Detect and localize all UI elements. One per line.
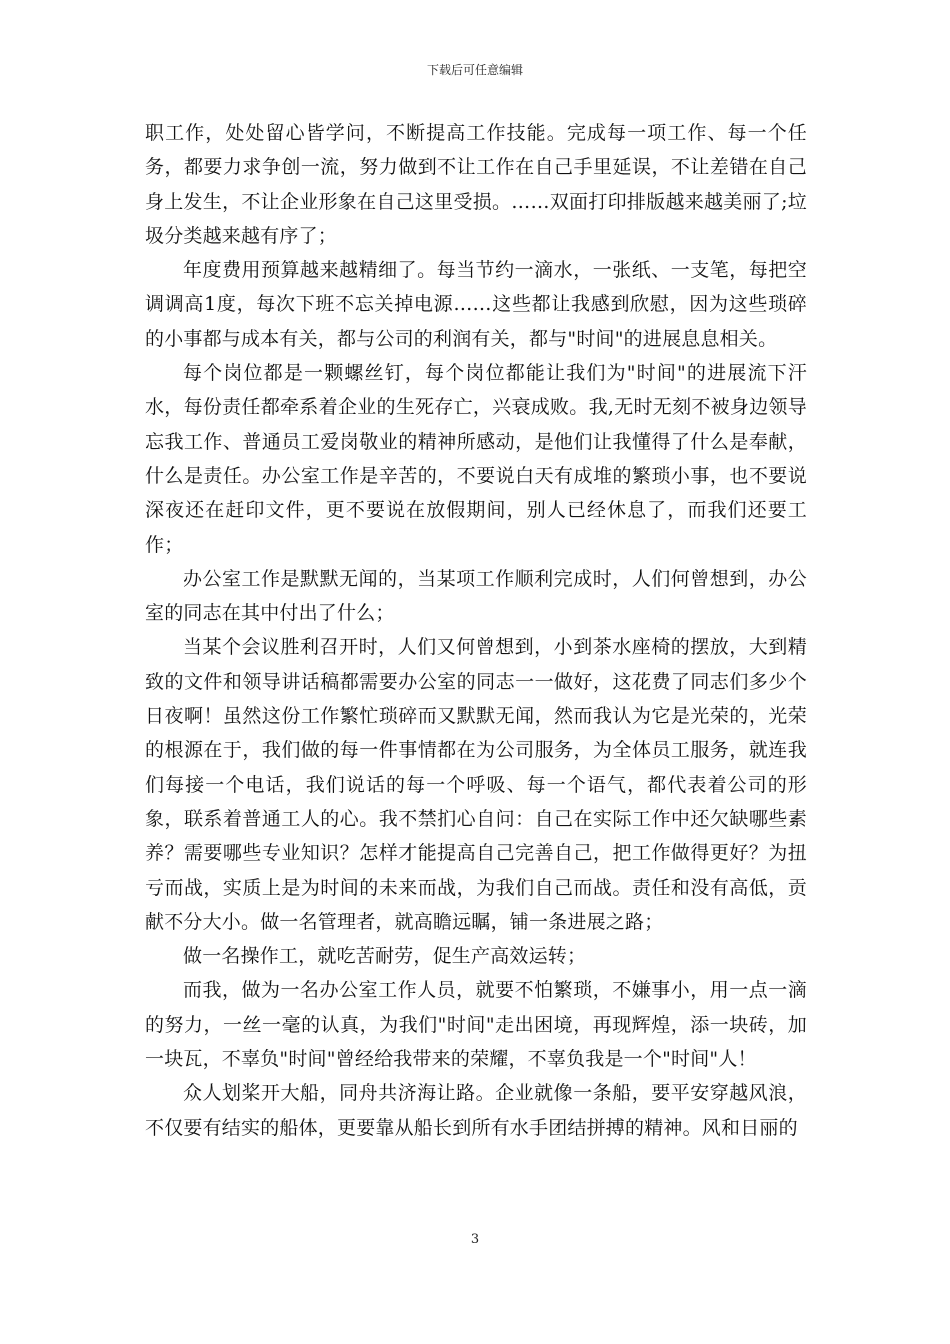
paragraph-continuation: 职工作，处处留心皆学问，不断提高工作技能。完成每一项工作、每一个任务，都要力求争创一流，努力做到不让工作在自己手里延误，不让差错在自己身上发生，不让企业形象在自己这里受损。……双面打印排版越来越美丽了;垃圾分类越来越有序了； <box>145 122 807 247</box>
paragraph: 而我，做为一名办公室工作人员，就要不怕繁琐，不嫌事小，用一点一滴的努力，一丝一毫的认真，为我们"时间"走出困境，再现辉煌，添一块砖，加一块瓦，不辜负"时间"曾经给我带来的荣耀，不辜负我是一个"时间"人！ <box>145 979 807 1071</box>
paragraph: 众人划桨开大船，同舟共济海让路。企业就像一条船，要平安穿越风浪，不仅要有结实的船体，更要靠从船长到所有水手团结拼搏的精神。风和日丽的 <box>145 1082 807 1139</box>
page-header: 下载后可任意编辑 <box>426 63 523 77</box>
paragraph: 做一名操作工，就吃苦耐劳，促生产高效运转； <box>183 945 587 968</box>
page-number: 3 <box>470 1232 480 1247</box>
paragraph: 每个岗位都是一颗螺丝钉，每个岗位都能让我们为"时间"的进展流下汗水，每份责任都牵系着企业的生死存亡，兴衰成败。我,无时无刻不被身边领导忘我工作、普通员工爱岗敬业的精神所感动，是他们让我懂得了什么是奉献，什么是责任。办公室工作是辛苦的，不要说白天有成堆的繁琐小事，也不要说深夜还在赶印文件，更不要说在放假期间，别人已经休息了，而我们还要工作； <box>145 362 807 556</box>
paragraph: 当某个会议胜利召开时，人们又何曾想到，小到茶水座椅的摆放，大到精致的文件和领导讲话稿都需要办公室的同志一一做好，这花费了同志们多少个日夜啊！虽然这份工作繁忙琐碎而又默默无闻，然而我认为它是光荣的，光荣的根源在于，我们做的每一件事情都在为公司服务，为全体员工服务，就连我们每接一个电话，我们说话的每一个呼吸、每一个语气，都代表着公司的形象，联系着普通工人的心。我不禁扪心自问：自己在实际工作中还欠缺哪些素养？需要哪些专业知识？怎样才能提高自己完善自己，把工作做得更好？为扭亏而战，实质上是为时间的未来而战，为我们自己而战。责任和没有高低，贡献不分大小。做一名管理者，就高瞻远瞩，铺一条进展之路； <box>145 636 807 933</box>
paragraph: 办公室工作是默默无闻的，当某项工作顺利完成时，人们何曾想到，办公室的同志在其中付出了什么； <box>145 567 807 625</box>
paragraph: 年度费用预算越来越精细了。每当节约一滴水，一张纸、一支笔，每把空调调高1度，每次下班不忘关掉电源……这些都让我感到欣慰，因为这些琐碎的小事都与成本有关，都与公司的利润有关，都与"时间"的进展息息相关。 <box>145 259 807 350</box>
document-body <box>145 116 807 1145</box>
